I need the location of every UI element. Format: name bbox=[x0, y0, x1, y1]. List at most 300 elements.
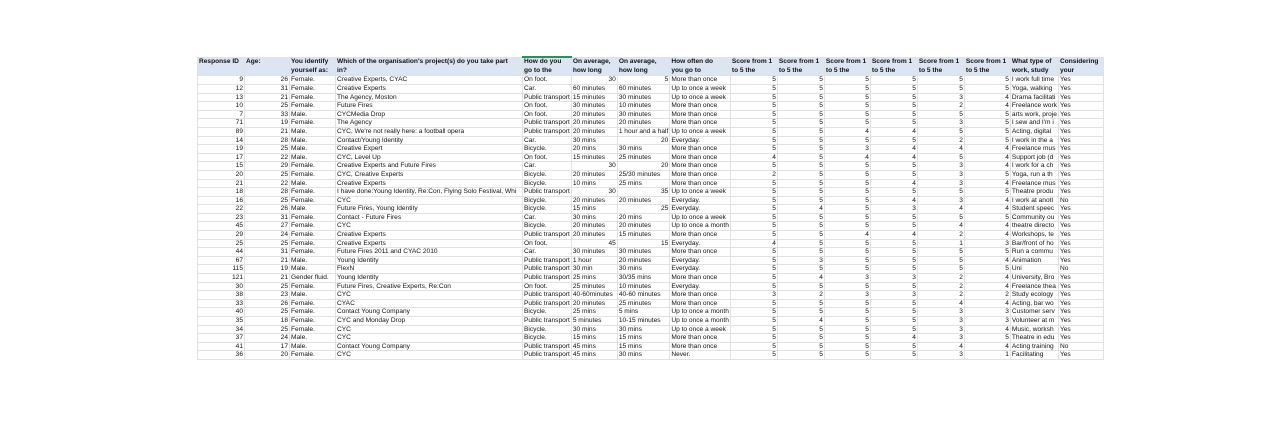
table-cell[interactable]: 5 bbox=[730, 265, 777, 274]
table-cell[interactable]: CYC, We're not really here: a football opera bbox=[336, 127, 523, 136]
table-cell[interactable]: Yoga, walking bbox=[1010, 84, 1058, 93]
table-cell[interactable]: 3 bbox=[917, 179, 964, 188]
table-cell[interactable]: 5 bbox=[964, 170, 1010, 179]
column-header[interactable]: You identify bbox=[290, 57, 336, 67]
table-cell[interactable]: Car. bbox=[523, 84, 572, 93]
table-cell[interactable]: 5 bbox=[824, 239, 870, 248]
table-cell[interactable]: 5 bbox=[730, 325, 777, 334]
table-cell[interactable]: Everyday. bbox=[670, 256, 731, 265]
table-cell[interactable]: 5 bbox=[730, 231, 777, 240]
table-cell[interactable]: Yes bbox=[1058, 110, 1103, 119]
table-cell[interactable]: 2 bbox=[964, 291, 1010, 300]
table-cell[interactable]: 3 bbox=[917, 170, 964, 179]
table-cell[interactable]: Drama facilitati bbox=[1010, 93, 1058, 102]
table-cell[interactable]: 5 bbox=[777, 162, 824, 171]
table-cell[interactable]: 25 bbox=[245, 308, 290, 317]
table-cell[interactable]: Female. bbox=[290, 222, 336, 231]
table-cell[interactable]: 5 bbox=[824, 102, 870, 111]
table-cell[interactable]: On foot. bbox=[523, 153, 572, 162]
table-cell[interactable]: More than once bbox=[670, 110, 731, 119]
table-cell[interactable]: 30 minutes bbox=[617, 93, 670, 102]
column-header[interactable]: to 5 the bbox=[917, 67, 964, 76]
table-cell[interactable]: Yes bbox=[1058, 308, 1103, 317]
table-cell[interactable]: 30 mins bbox=[571, 325, 617, 334]
table-cell[interactable]: 5 bbox=[824, 170, 870, 179]
table-cell[interactable]: 40-60minutes bbox=[571, 291, 617, 300]
table-cell[interactable]: 2 bbox=[777, 291, 824, 300]
table-cell[interactable]: 45 bbox=[198, 222, 245, 231]
table-cell[interactable]: 5 bbox=[824, 188, 870, 197]
table-cell[interactable]: 16 bbox=[198, 196, 245, 205]
table-cell[interactable]: 26 bbox=[245, 76, 290, 85]
table-cell[interactable]: 10 bbox=[198, 102, 245, 111]
table-cell[interactable]: 5 bbox=[824, 179, 870, 188]
table-cell[interactable]: 5 bbox=[870, 265, 917, 274]
table-cell[interactable]: 15 minutes bbox=[571, 153, 617, 162]
table-cell[interactable]: Female. bbox=[290, 317, 336, 326]
table-cell[interactable]: 4 bbox=[870, 145, 917, 154]
table-cell[interactable]: 60 minutes bbox=[571, 84, 617, 93]
table-cell[interactable]: Creative Experts bbox=[336, 179, 523, 188]
table-cell[interactable]: Female. bbox=[290, 84, 336, 93]
table-cell[interactable]: 4 bbox=[777, 317, 824, 326]
table-cell[interactable]: Yes bbox=[1058, 119, 1103, 128]
table-cell[interactable]: 5 bbox=[964, 76, 1010, 85]
table-cell[interactable]: 5 bbox=[824, 119, 870, 128]
table-cell[interactable]: 4 bbox=[964, 153, 1010, 162]
table-cell[interactable]: 5 bbox=[870, 76, 917, 85]
table-cell[interactable]: Yes bbox=[1058, 213, 1103, 222]
table-cell[interactable]: 5 bbox=[870, 162, 917, 171]
table-cell[interactable]: 5 bbox=[964, 127, 1010, 136]
table-cell[interactable]: 31 bbox=[245, 248, 290, 257]
table-cell[interactable]: 4 bbox=[964, 299, 1010, 308]
table-cell[interactable]: 1 hour bbox=[571, 256, 617, 265]
table-cell[interactable]: 30 bbox=[198, 282, 245, 291]
table-cell[interactable]: 5 bbox=[870, 248, 917, 257]
table-cell[interactable]: 29 bbox=[245, 162, 290, 171]
table-cell[interactable]: 3 bbox=[824, 291, 870, 300]
table-cell[interactable]: 4 bbox=[730, 239, 777, 248]
table-cell[interactable]: Freelance mus bbox=[1010, 145, 1058, 154]
table-cell[interactable]: 5 bbox=[730, 222, 777, 231]
column-header[interactable]: Score from 1 bbox=[964, 57, 1010, 67]
table-cell[interactable]: 30 min bbox=[571, 265, 617, 274]
table-cell[interactable]: CYC bbox=[336, 291, 523, 300]
table-cell[interactable]: Bicycle. bbox=[523, 205, 572, 214]
table-cell[interactable]: 4 bbox=[964, 342, 1010, 351]
table-cell[interactable]: 4 bbox=[964, 222, 1010, 231]
table-cell[interactable]: 24 bbox=[245, 334, 290, 343]
table-cell[interactable]: Up to once a month bbox=[671, 317, 729, 324]
table-cell[interactable]: Female. bbox=[290, 231, 336, 240]
table-cell[interactable]: 3 bbox=[917, 196, 964, 205]
table-cell[interactable]: More than once bbox=[670, 179, 731, 188]
table-cell[interactable]: Future Fires, Young Identity bbox=[336, 205, 523, 214]
table-cell[interactable]: Freelance work bbox=[1011, 102, 1057, 110]
table-cell[interactable]: Yes bbox=[1058, 93, 1103, 102]
table-cell[interactable]: 30 mins bbox=[617, 145, 670, 154]
table-cell[interactable]: 5 bbox=[824, 317, 870, 326]
table-cell[interactable]: 2 bbox=[917, 274, 964, 283]
table-cell[interactable]: 5 bbox=[870, 222, 917, 231]
table-cell[interactable]: 5 bbox=[777, 170, 824, 179]
table-cell[interactable]: 19 bbox=[198, 145, 245, 154]
table-cell[interactable]: 7 bbox=[198, 110, 245, 119]
table-cell[interactable]: 4 bbox=[777, 274, 824, 283]
table-cell[interactable]: Young Identity bbox=[336, 256, 523, 265]
table-cell[interactable]: 15 bbox=[198, 162, 245, 171]
table-cell[interactable]: No bbox=[1058, 342, 1103, 351]
table-cell[interactable]: 5 bbox=[730, 334, 777, 343]
table-cell[interactable]: Yes bbox=[1058, 145, 1103, 154]
table-cell[interactable]: 41 bbox=[198, 342, 245, 351]
table-cell[interactable]: Male. bbox=[290, 205, 336, 214]
table-cell[interactable]: 71 bbox=[198, 119, 245, 128]
table-cell[interactable]: 33 bbox=[198, 299, 245, 308]
table-cell[interactable]: CYC bbox=[336, 196, 523, 205]
table-cell[interactable]: Animation bbox=[1010, 256, 1058, 265]
table-cell[interactable]: 37 bbox=[198, 334, 245, 343]
table-cell[interactable]: More than once bbox=[670, 119, 731, 128]
table-cell[interactable]: 5 bbox=[730, 145, 777, 154]
table-cell[interactable]: The Agency bbox=[336, 119, 523, 128]
table-cell[interactable]: 3 bbox=[777, 256, 824, 265]
table-cell[interactable]: I sew and I'm i bbox=[1010, 119, 1058, 128]
table-cell[interactable]: 20 minutes bbox=[617, 256, 670, 265]
table-cell[interactable]: 5 bbox=[917, 84, 964, 93]
table-cell[interactable]: 5 bbox=[870, 84, 917, 93]
table-cell[interactable]: Yes bbox=[1058, 76, 1103, 85]
table-cell[interactable]: 14 bbox=[198, 136, 245, 145]
table-cell[interactable]: Creative Experts and Future Fires bbox=[336, 162, 523, 171]
table-cell[interactable]: More than once bbox=[670, 102, 731, 111]
table-cell[interactable]: Yes bbox=[1058, 325, 1103, 334]
table-cell[interactable]: 4 bbox=[917, 205, 964, 214]
table-cell[interactable]: Study ecology bbox=[1010, 291, 1058, 300]
table-cell[interactable]: 34 bbox=[198, 325, 245, 334]
table-cell[interactable]: CYC bbox=[336, 222, 523, 231]
table-cell[interactable]: 20 bbox=[617, 162, 670, 171]
table-cell[interactable]: 121 bbox=[198, 274, 245, 283]
column-header[interactable]: Which of the organisation's project(s) do you take part bbox=[336, 57, 523, 67]
table-cell[interactable]: 1 hour and a half bbox=[618, 127, 669, 135]
table-cell[interactable]: 5 bbox=[730, 317, 777, 326]
table-cell[interactable]: 35 bbox=[617, 188, 670, 197]
table-cell[interactable]: 5 bbox=[777, 265, 824, 274]
table-cell[interactable]: Male. bbox=[290, 334, 336, 343]
table-cell[interactable]: 15 mins bbox=[571, 205, 617, 214]
table-cell[interactable]: Female. bbox=[290, 308, 336, 317]
table-cell[interactable]: More than once bbox=[670, 231, 731, 240]
table-cell[interactable]: 5 bbox=[777, 110, 824, 119]
table-cell[interactable]: Public transport bbox=[524, 119, 570, 127]
table-cell[interactable]: Up to once a week bbox=[670, 188, 731, 197]
table-cell[interactable]: 5 bbox=[777, 213, 824, 222]
table-cell[interactable]: On foot. bbox=[523, 102, 572, 111]
table-cell[interactable]: 3 bbox=[917, 317, 964, 326]
table-cell[interactable]: Up to once a week bbox=[670, 325, 731, 334]
table-cell[interactable]: 89 bbox=[198, 127, 245, 136]
table-cell[interactable]: More than once bbox=[670, 145, 731, 154]
table-cell[interactable]: 5 bbox=[824, 162, 870, 171]
table-cell[interactable]: CYC and Monday Drop bbox=[336, 317, 523, 326]
table-cell[interactable]: 5 bbox=[777, 308, 824, 317]
table-cell[interactable]: No bbox=[1058, 265, 1103, 274]
table-cell[interactable]: Female. bbox=[290, 102, 336, 111]
table-cell[interactable]: 17 bbox=[245, 342, 290, 351]
table-cell[interactable]: 5 bbox=[730, 93, 777, 102]
table-cell[interactable]: 20 mins bbox=[617, 213, 670, 222]
table-cell[interactable]: 5 bbox=[870, 325, 917, 334]
table-cell[interactable]: 5 bbox=[777, 231, 824, 240]
table-cell[interactable]: 19 bbox=[245, 119, 290, 128]
table-cell[interactable]: 5 bbox=[870, 170, 917, 179]
table-cell[interactable]: Male. bbox=[290, 145, 336, 154]
table-cell[interactable]: 28 bbox=[245, 188, 290, 197]
table-cell[interactable]: 5 bbox=[917, 127, 964, 136]
table-cell[interactable]: Yes bbox=[1058, 170, 1103, 179]
table-cell[interactable]: More than once bbox=[670, 299, 731, 308]
table-cell[interactable]: 5 bbox=[730, 102, 777, 111]
table-cell[interactable]: 21 bbox=[198, 179, 245, 188]
table-cell[interactable]: More than once bbox=[670, 334, 731, 343]
table-cell[interactable]: 3 bbox=[917, 351, 964, 360]
table-cell[interactable]: Yes bbox=[1058, 188, 1103, 197]
table-cell[interactable]: Everyday. bbox=[670, 196, 731, 205]
table-cell[interactable]: Everyday. bbox=[670, 205, 731, 214]
table-cell[interactable]: 24 bbox=[245, 231, 290, 240]
table-cell[interactable]: 5 bbox=[730, 256, 777, 265]
table-cell[interactable]: 5 bbox=[824, 256, 870, 265]
table-cell[interactable]: More than once bbox=[670, 291, 731, 300]
column-header[interactable]: Age: bbox=[245, 57, 290, 67]
column-header[interactable]: in? bbox=[336, 67, 523, 76]
table-cell[interactable]: 5 bbox=[870, 110, 917, 119]
column-header[interactable]: go to the bbox=[523, 67, 572, 76]
table-cell[interactable]: 30 mins bbox=[617, 265, 670, 274]
table-cell[interactable]: Gender fluid. bbox=[290, 274, 336, 283]
column-header[interactable]: Score from 1 bbox=[870, 57, 917, 67]
table-cell[interactable]: Yes bbox=[1058, 317, 1103, 326]
table-cell[interactable]: 4 bbox=[870, 231, 917, 240]
table-cell[interactable]: 38 bbox=[198, 291, 245, 300]
table-cell[interactable]: Yes bbox=[1058, 291, 1103, 300]
column-header[interactable]: Score from 1 bbox=[730, 57, 777, 67]
table-cell[interactable]: 3 bbox=[964, 239, 1010, 248]
table-cell[interactable]: Facilitating bbox=[1010, 351, 1058, 360]
table-cell[interactable]: 5 bbox=[777, 119, 824, 128]
table-cell[interactable]: More than once bbox=[670, 274, 731, 283]
table-cell[interactable]: I have done:Young Identity, Re:Con, Flying Solo Festival, Whi bbox=[336, 188, 523, 197]
table-cell[interactable]: 5 bbox=[824, 205, 870, 214]
table-cell[interactable]: 2 bbox=[917, 102, 964, 111]
table-cell[interactable]: Yes bbox=[1058, 205, 1103, 214]
table-cell[interactable]: Bicycle. bbox=[523, 170, 572, 179]
table-cell[interactable]: 5 bbox=[730, 188, 777, 197]
table-cell[interactable]: 5 bbox=[824, 222, 870, 231]
table-cell[interactable]: 15 mins bbox=[617, 334, 670, 343]
table-cell[interactable]: Creative Experts bbox=[336, 84, 523, 93]
table-cell[interactable]: 30 mins bbox=[571, 136, 617, 145]
column-header[interactable]: Response ID bbox=[198, 57, 245, 67]
table-cell[interactable]: 25/30 minutes bbox=[617, 170, 670, 179]
table-cell[interactable]: Public transport bbox=[524, 342, 570, 350]
table-cell[interactable]: Yes bbox=[1058, 231, 1103, 240]
table-cell[interactable]: Yes bbox=[1058, 274, 1103, 283]
table-cell[interactable]: 2 bbox=[917, 136, 964, 145]
table-cell[interactable]: 20 minutes bbox=[571, 119, 617, 128]
table-cell[interactable]: 5 bbox=[777, 248, 824, 257]
table-cell[interactable]: 1 bbox=[917, 239, 964, 248]
table-cell[interactable]: 23 bbox=[198, 213, 245, 222]
table-cell[interactable]: 18 bbox=[245, 317, 290, 326]
table-cell[interactable]: Run a commu bbox=[1010, 248, 1058, 257]
table-cell[interactable]: Yes bbox=[1058, 334, 1103, 343]
table-cell[interactable]: 5 bbox=[777, 282, 824, 291]
table-cell[interactable]: Acting, bar wo bbox=[1010, 299, 1058, 308]
table-cell[interactable]: 17 bbox=[198, 153, 245, 162]
table-cell[interactable]: 5 bbox=[964, 188, 1010, 197]
table-cell[interactable]: 4 bbox=[824, 127, 870, 136]
table-cell[interactable]: 45 bbox=[571, 239, 617, 248]
table-cell[interactable]: 5 bbox=[870, 282, 917, 291]
column-header[interactable]: to 5 the bbox=[730, 67, 777, 76]
table-cell[interactable]: 30 mins bbox=[617, 351, 670, 360]
table-cell[interactable]: Female. bbox=[290, 325, 336, 334]
table-cell[interactable]: Creative Experts, CYAC bbox=[336, 76, 523, 85]
table-cell[interactable]: Car. bbox=[523, 136, 572, 145]
table-cell[interactable]: Car. bbox=[523, 162, 572, 171]
table-cell[interactable]: 30 bbox=[571, 188, 617, 197]
table-cell[interactable]: 25 minutes bbox=[617, 299, 670, 308]
table-cell[interactable]: 5 bbox=[730, 213, 777, 222]
table-cell[interactable]: 5 bbox=[777, 84, 824, 93]
table-cell[interactable]: 60 minutes bbox=[617, 84, 670, 93]
table-cell[interactable]: 5 bbox=[777, 136, 824, 145]
table-cell[interactable]: 4 bbox=[870, 153, 917, 162]
table-cell[interactable]: 25 mins bbox=[617, 179, 670, 188]
table-cell[interactable]: 25 bbox=[198, 239, 245, 248]
table-cell[interactable]: 5 bbox=[824, 196, 870, 205]
table-cell[interactable]: 5 bbox=[777, 299, 824, 308]
table-cell[interactable]: Public transport bbox=[524, 265, 570, 273]
table-cell[interactable]: 9 bbox=[198, 76, 245, 85]
table-cell[interactable]: CYC bbox=[336, 334, 523, 343]
table-cell[interactable]: FlexN bbox=[336, 265, 523, 274]
table-cell[interactable]: Yes bbox=[1058, 162, 1103, 171]
table-cell[interactable]: Male. bbox=[290, 110, 336, 119]
table-cell[interactable]: 15 mins bbox=[571, 334, 617, 343]
table-cell[interactable]: Up to once a month bbox=[671, 308, 729, 316]
table-cell[interactable]: 5 bbox=[824, 325, 870, 334]
column-header[interactable]: How often do bbox=[670, 57, 731, 67]
table-cell[interactable]: 5 bbox=[870, 299, 917, 308]
table-cell[interactable]: Female. bbox=[290, 170, 336, 179]
table-cell[interactable]: Male. bbox=[290, 136, 336, 145]
table-cell[interactable]: 26 bbox=[245, 299, 290, 308]
table-cell[interactable]: 44 bbox=[198, 248, 245, 257]
table-cell[interactable]: Yes bbox=[1058, 222, 1103, 231]
table-cell[interactable]: 15 bbox=[617, 239, 670, 248]
table-cell[interactable]: Male. bbox=[290, 127, 336, 136]
table-cell[interactable]: Female. bbox=[290, 351, 336, 360]
table-cell[interactable]: No bbox=[1058, 196, 1103, 205]
table-cell[interactable]: CYC bbox=[336, 351, 523, 360]
table-cell[interactable]: 5 bbox=[824, 308, 870, 317]
table-cell[interactable]: 5 bbox=[824, 248, 870, 257]
table-cell[interactable]: 25 mins bbox=[571, 308, 617, 317]
table-cell[interactable]: 4 bbox=[870, 196, 917, 205]
column-header[interactable]: yourself as: bbox=[290, 67, 336, 76]
table-cell[interactable]: I work full time bbox=[1010, 76, 1058, 85]
table-cell[interactable]: More than once bbox=[670, 162, 731, 171]
table-cell[interactable]: Public transport bbox=[524, 231, 570, 239]
table-cell[interactable]: 5 bbox=[824, 265, 870, 274]
table-cell[interactable]: 22 bbox=[198, 205, 245, 214]
table-cell[interactable]: 5 bbox=[824, 342, 870, 351]
table-cell[interactable]: 10 mins bbox=[571, 179, 617, 188]
table-cell[interactable]: Everyday. bbox=[670, 239, 731, 248]
table-cell[interactable]: Public transport bbox=[524, 274, 570, 282]
table-cell[interactable]: 30 bbox=[571, 76, 617, 85]
table-cell[interactable]: 67 bbox=[198, 256, 245, 265]
table-cell[interactable]: 22 bbox=[245, 153, 290, 162]
table-cell[interactable]: 3 bbox=[917, 334, 964, 343]
table-cell[interactable]: Public transport bbox=[524, 299, 570, 307]
column-header[interactable]: Score from 1 bbox=[824, 57, 870, 67]
table-cell[interactable]: 13 bbox=[198, 93, 245, 102]
table-cell[interactable]: 5 bbox=[730, 110, 777, 119]
table-cell[interactable]: 20 minutes bbox=[571, 196, 617, 205]
table-cell[interactable]: 5 bbox=[870, 188, 917, 197]
table-cell[interactable]: 5 bbox=[730, 299, 777, 308]
table-cell[interactable]: 27 bbox=[245, 222, 290, 231]
table-cell[interactable]: 4 bbox=[870, 334, 917, 343]
table-cell[interactable]: 20 minutes bbox=[571, 299, 617, 308]
table-cell[interactable]: More than once bbox=[670, 170, 731, 179]
column-header[interactable] bbox=[245, 67, 290, 76]
table-cell[interactable]: Public transport bbox=[524, 127, 570, 135]
table-cell[interactable]: Everyday. bbox=[670, 136, 731, 145]
table-cell[interactable]: 5 bbox=[917, 256, 964, 265]
table-cell[interactable]: 2 bbox=[917, 231, 964, 240]
table-cell[interactable]: 30 minutes bbox=[617, 248, 670, 257]
table-cell[interactable]: 5 bbox=[917, 153, 964, 162]
table-cell[interactable]: Up to once a month bbox=[671, 222, 729, 230]
table-cell[interactable]: 20 minutes bbox=[617, 119, 670, 128]
table-cell[interactable]: 3 bbox=[917, 162, 964, 171]
table-cell[interactable]: 115 bbox=[198, 265, 245, 274]
table-cell[interactable]: 4 bbox=[964, 179, 1010, 188]
table-cell[interactable]: 5 bbox=[730, 282, 777, 291]
table-cell[interactable]: 3 bbox=[964, 308, 1010, 317]
table-cell[interactable]: 30 minutes bbox=[571, 102, 617, 111]
table-cell[interactable]: 5 bbox=[824, 334, 870, 343]
table-cell[interactable]: Acting, digital bbox=[1010, 127, 1058, 136]
table-cell[interactable]: 1 bbox=[964, 351, 1010, 360]
table-cell[interactable]: 5 bbox=[777, 127, 824, 136]
table-cell[interactable]: 4 bbox=[964, 196, 1010, 205]
table-cell[interactable]: On foot. bbox=[523, 239, 572, 248]
table-cell[interactable]: 3 bbox=[917, 119, 964, 128]
column-header[interactable]: to 5 the bbox=[870, 67, 917, 76]
table-cell[interactable]: theatre directo bbox=[1010, 222, 1058, 231]
table-cell[interactable]: On foot. bbox=[523, 76, 572, 85]
table-cell[interactable]: 20 mins bbox=[571, 145, 617, 154]
table-cell[interactable]: 18 bbox=[198, 188, 245, 197]
table-cell[interactable]: 5 bbox=[777, 93, 824, 102]
